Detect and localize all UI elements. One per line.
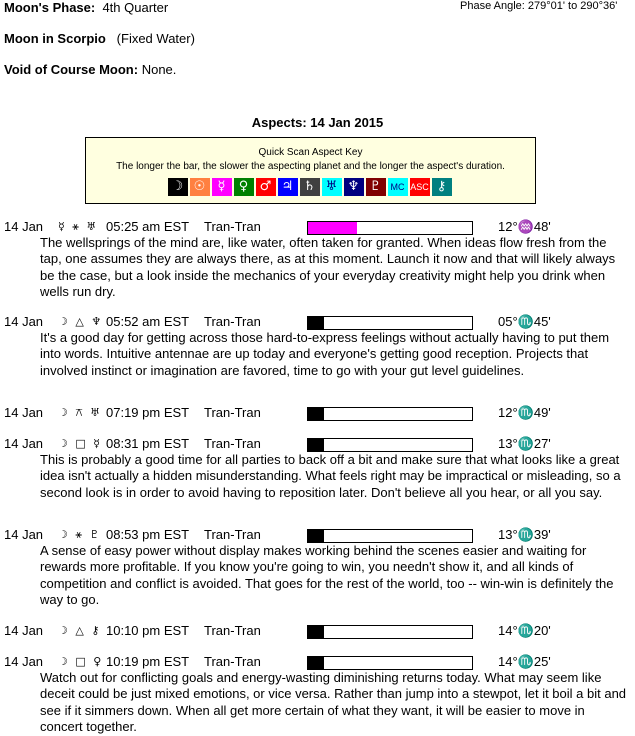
phase-angle: Phase Angle: 279°01' to 290°36'	[460, 0, 618, 12]
aspect-time: 10:19 pm EST	[106, 654, 190, 669]
moon-sign-value: (Fixed Water)	[116, 31, 195, 46]
key-title: Quick Scan Aspect Key	[258, 147, 363, 158]
mercury-icon: ☿	[212, 178, 232, 196]
void-value: None.	[141, 62, 177, 77]
duration-bar	[307, 407, 473, 421]
aspect-time: 05:25 am EST	[106, 219, 190, 234]
aspect-description: Watch out for conflicting goals and energy-wasting diminishing returns today. What may seem like deceit could be just mixed emotions, or vice versa. Rather than jump into a stewpot, let it boil a bit and see if it simmers down. When all get more certain of what they want, it will be easier to move in concert together.	[40, 670, 627, 735]
aspect-symbols: ☽ ⚹ ♇	[58, 528, 102, 541]
duration-bar-fill	[308, 657, 324, 669]
aspect-row	[0, 314, 635, 379]
void-label: Void of Course Moon:	[4, 62, 139, 77]
aspect-row	[0, 436, 635, 501]
void-of-course	[4, 62, 176, 77]
duration-bar	[307, 625, 473, 639]
aspect-type: Tran-Tran	[204, 527, 261, 542]
aspect-date: 14 Jan	[4, 623, 44, 638]
venus-icon: ♀	[234, 178, 254, 196]
aspect-row	[0, 405, 635, 422]
duration-bar-fill	[308, 222, 357, 234]
moon-phase-label: Moon's Phase:	[4, 0, 96, 15]
aspect-date: 14 Jan	[4, 654, 44, 669]
aspect-row	[0, 219, 635, 301]
aspect-description: It's a good day for getting across those hard-to-express feelings without actually having to put them into words. Intuitive antennae are up today and everyone's getting good reception. Projects that involved instinct or imagination are favored, time to go with your gut level guidelines.	[40, 330, 610, 378]
aspect-symbols: ☽ ⚻ ♅	[58, 406, 103, 419]
jupiter-icon: ♃	[278, 178, 298, 196]
aspect-row	[0, 623, 635, 640]
aspects-title: Aspects: 14 Jan 2015	[251, 115, 384, 130]
aspect-type: Tran-Tran	[204, 654, 261, 669]
aspect-date: 14 Jan	[4, 219, 44, 234]
aspect-position: 14°♏20'	[498, 623, 551, 638]
aspect-position: 12°♒48'	[498, 219, 551, 234]
key-description: The longer the bar, the slower the aspecting planet and the longer the aspect's duration.	[116, 161, 505, 172]
aspect-key-box	[85, 137, 536, 204]
asc-icon: ASC	[410, 178, 430, 196]
duration-bar-fill	[308, 439, 324, 451]
duration-bar-fill	[308, 317, 324, 329]
aspect-time: 08:53 pm EST	[106, 527, 190, 542]
aspect-type: Tran-Tran	[204, 219, 261, 234]
duration-bar	[307, 221, 473, 235]
moon-sign-label: Moon in Scorpio	[4, 31, 106, 46]
neptune-icon: ♆	[344, 178, 364, 196]
aspect-symbols: ☽ △ ♆	[58, 315, 104, 328]
aspect-type: Tran-Tran	[204, 436, 261, 451]
aspect-description: This is probably a good time for all parties to back off a bit and make sure that what looks like a great idea isn't actually a hidden misunderstanding. What feels right may be impractical or misleading, so a second look is in order to avoid having to reposition later. Don't believe all you hear, or all you say.	[40, 452, 621, 500]
aspect-position: 12°♏49'	[498, 405, 551, 420]
aspect-date: 14 Jan	[4, 527, 44, 542]
aspect-date: 14 Jan	[4, 314, 44, 329]
chiron-icon: ⚷	[432, 178, 452, 196]
mc-icon: MC	[388, 178, 408, 196]
aspect-symbols: ☽ □ ☿	[58, 437, 102, 450]
planet-glyph-legend	[86, 178, 535, 196]
aspect-position: 14°♏25'	[498, 654, 551, 669]
aspect-time: 05:52 am EST	[106, 314, 190, 329]
aspect-time: 10:10 pm EST	[106, 623, 190, 638]
aspect-time: 07:19 pm EST	[106, 405, 190, 420]
uranus-icon: ♅	[322, 178, 342, 196]
aspect-position: 13°♏39'	[498, 527, 551, 542]
duration-bar-fill	[308, 408, 324, 420]
duration-bar	[307, 656, 473, 670]
aspect-time: 08:31 pm EST	[106, 436, 190, 451]
aspect-description: A sense of easy power without display makes working behind the scenes easier and waiting for rewards more profitable. If you know you're going to win, you needn't show it, and all kinds of competition and conflict is avoided. That goes for the rest of the world, too -- win-win is definitely the way to go.	[40, 543, 614, 608]
pluto-icon: ♇	[366, 178, 386, 196]
aspect-type: Tran-Tran	[204, 405, 261, 420]
aspect-symbols: ☽ △ ⚷	[58, 624, 102, 637]
duration-bar	[307, 529, 473, 543]
duration-bar-fill	[308, 530, 324, 542]
aspect-row	[0, 654, 635, 736]
aspect-position: 13°♏27'	[498, 436, 551, 451]
duration-bar-fill	[308, 626, 324, 638]
moon-phase-value: 4th Quarter	[102, 0, 169, 15]
aspect-date: 14 Jan	[4, 405, 44, 420]
saturn-icon: ♄	[300, 178, 320, 196]
moon-sign	[4, 31, 195, 46]
aspect-position: 05°♏45'	[498, 314, 551, 329]
aspect-date: 14 Jan	[4, 436, 44, 451]
aspect-type: Tran-Tran	[204, 623, 261, 638]
duration-bar	[307, 438, 473, 452]
aspect-type: Tran-Tran	[204, 314, 261, 329]
aspect-symbols: ☿ ⚹ ♅	[58, 220, 99, 233]
aspect-symbols: ☽ □ ♀	[58, 655, 104, 668]
duration-bar	[307, 316, 473, 330]
sun-icon: ☉	[190, 178, 210, 196]
moon-phase	[4, 0, 168, 15]
aspect-description: The wellsprings of the mind are, like water, often taken for granted. When ideas flow fresh from the tap, one assumes they are always there, as at this moment. Launch it now and that will likely always be the case, but a look inside the mechanics of your everyday creativity might help you drink when wells run dry.	[40, 235, 616, 300]
mars-icon: ♂	[256, 178, 276, 196]
moon-icon: ☽	[168, 178, 188, 196]
aspect-row	[0, 527, 635, 609]
